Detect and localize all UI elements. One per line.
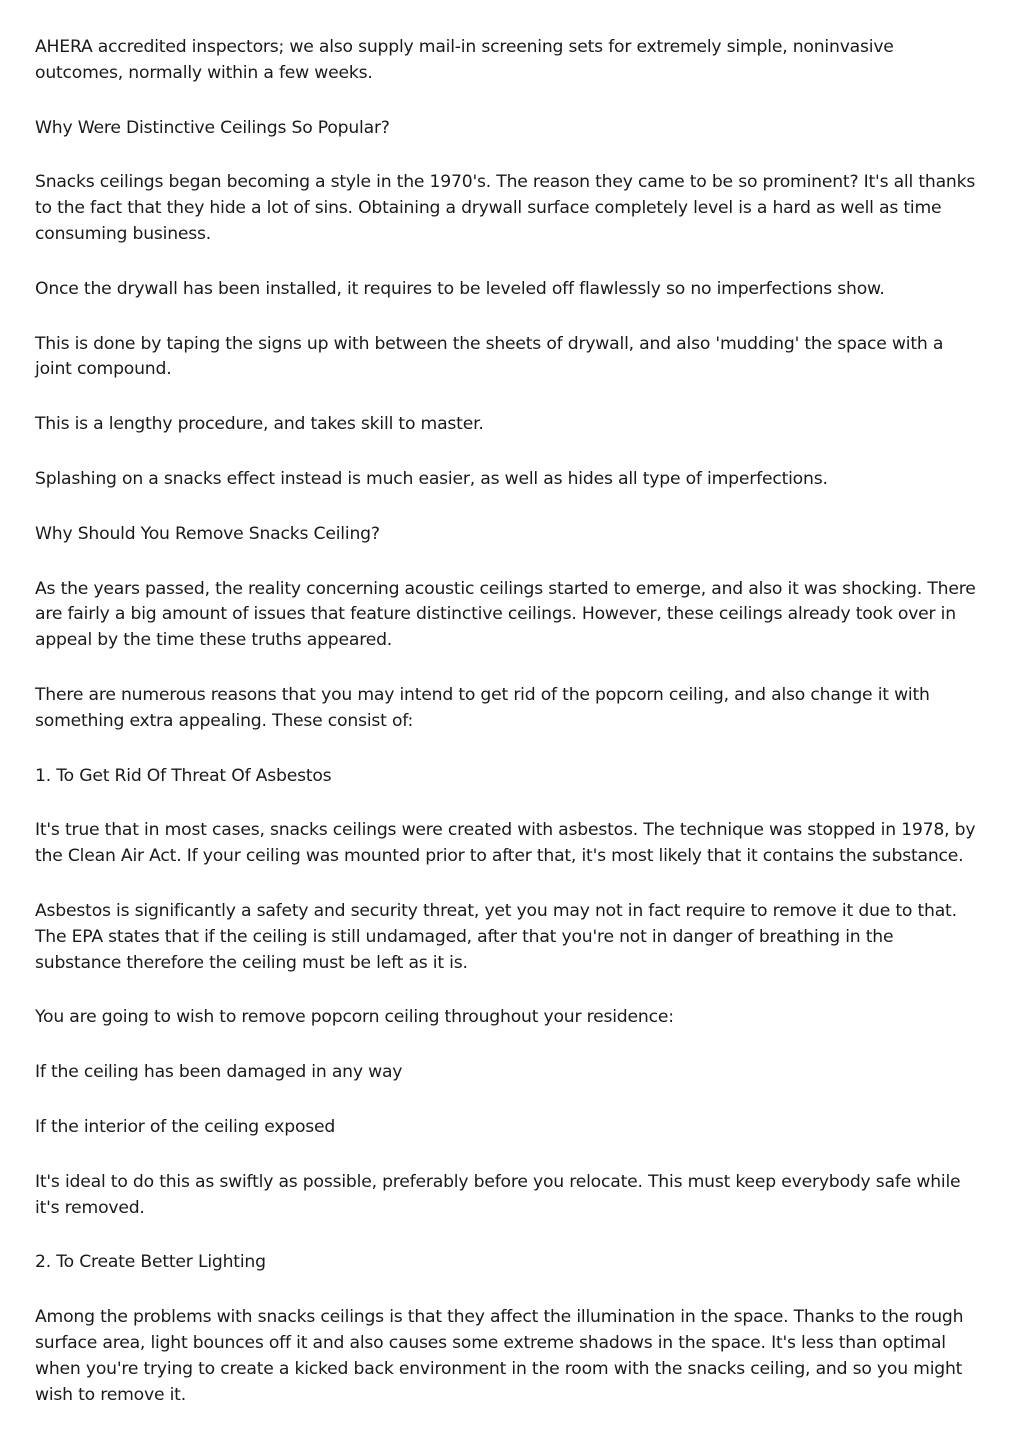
paragraph-asbestos-history: It's true that in most cases, snacks ceilings were created with asbestos. The technique was stopped in 1978, by the Clean Air Act. If your ceiling was mounted prior to after that, it's most likely that it contains the substance.: [35, 820, 976, 867]
paragraph-asbestos-safety: Asbestos is significantly a safety and security threat, yet you may not in fact require to remove it due to that. The EPA states that if the ceiling is still undamaged, after that you're not in danger of breathing in the substance therefore the ceiling must be left as it is.: [35, 900, 957, 973]
paragraph-taping: This is done by taping the signs up with between the sheets of drywall, and also 'mudding' the space with a joint compound.: [35, 333, 944, 380]
paragraph-splashing: Splashing on a snacks effect instead is much easier, as well as hides all type of imperfections.: [35, 468, 828, 489]
paragraph-reasons: There are numerous reasons that you may intend to get rid of the popcorn ceiling, and also change it with something extra appealing. These consist of:: [35, 684, 930, 731]
paragraph-condition-exposed: If the interior of the ceiling exposed: [35, 1116, 336, 1137]
paragraph-lengthy: This is a lengthy procedure, and takes skill to master.: [35, 414, 484, 435]
paragraph-reality: As the years passed, the reality concerning acoustic ceilings started to emerge, and also it was shocking. There are fairly a big amount of issues that feature distinctive ceilings. However, these ceilings already took over in appeal by the time these truths appeared.: [35, 578, 976, 651]
heading-popularity: Why Were Distinctive Ceilings So Popular?: [35, 117, 390, 138]
heading-lighting: 2. To Create Better Lighting: [35, 1252, 266, 1273]
heading-asbestos: 1. To Get Rid Of Threat Of Asbestos: [35, 765, 332, 786]
paragraph-swiftly: It's ideal to do this as swiftly as possible, preferably before you relocate. This must keep everybody safe while it's removed.: [35, 1171, 961, 1218]
heading-why-remove: Why Should You Remove Snacks Ceiling?: [35, 523, 380, 544]
paragraph-remove-when: You are going to wish to remove popcorn ceiling throughout your residence:: [35, 1007, 674, 1028]
paragraph-drywall-install: Once the drywall has been installed, it requires to be leveled off flawlessly so no imperfections show.: [35, 278, 885, 299]
paragraph-history: Snacks ceilings began becoming a style in the 1970's. The reason they came to be so prominent? It's all thanks to the fact that they hide a lot of sins. Obtaining a drywall surface completely level is a hard as well as time consuming business.: [35, 172, 976, 244]
paragraph-intro-continued: AHERA accredited inspectors; we also supply mail-in screening sets for extremely simple, noninvasive outcomes, normally within a few weeks.: [35, 37, 894, 83]
paragraph-lighting: Among the problems with snacks ceilings is that they affect the illumination in the space. Thanks to the rough surface area, light bounces off it and also causes some extreme shadows in the space. It's less than optimal when you're trying to create a kicked back environment in the room with the snacks ceiling, and so you might wish to remove it.: [35, 1307, 964, 1405]
paragraph-condition-damaged: If the ceiling has been damaged in any way: [35, 1062, 403, 1083]
